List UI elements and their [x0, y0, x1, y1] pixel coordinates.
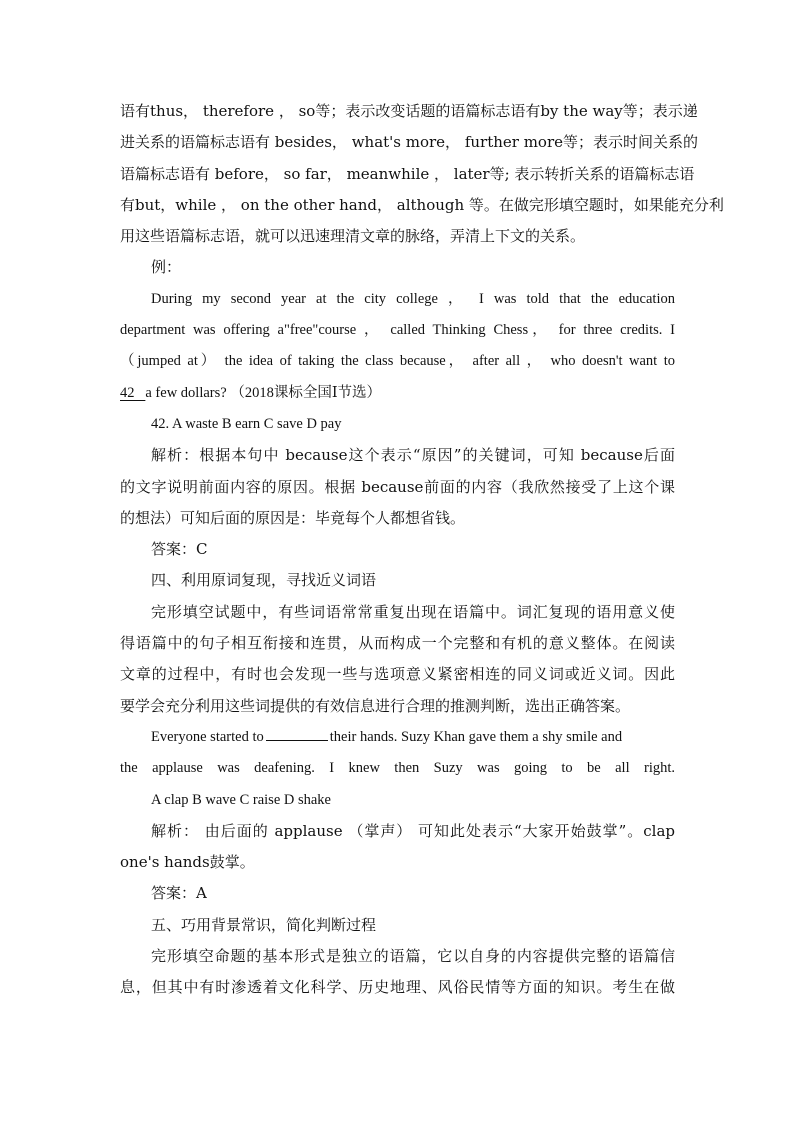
text-line: 用这些语篇标志语，就可以迅速理清文章的脉络，弄清上下文的关系。	[120, 227, 586, 246]
text-line: 完形填空命题的基本形式是独立的语篇，它以自身的内容提供完整的语篇信	[151, 947, 675, 966]
text-line: 进关系的语篇标志语有 besides， what's more， further more等；表示时间关系的	[120, 133, 699, 152]
options-line: A clap B wave C raise D shake	[151, 791, 331, 808]
text-line: 有but，while ， on the other hand， although 等。在做完形填空题时，如果能充分利	[120, 195, 724, 214]
text-line: 完形填空试题中，有些词语常常重复出现在语篇中。词汇复现的语用意义使	[151, 602, 675, 621]
passage-line: department was offering a"free"course ， called Thinking Chess， for three credits. I	[120, 322, 675, 339]
analysis-line: 的想法）可知后面的原因是：毕竟每个人都想省钱。	[120, 508, 466, 527]
answer-blank	[266, 739, 328, 741]
blank-number: 42	[120, 384, 135, 401]
answer-line: 答案：A	[151, 884, 207, 903]
passage-text: Everyone started to	[151, 728, 264, 745]
text-line: 语有thus， therefore ， so等；表示改变话题的语篇标志语有by the way等；表示递	[120, 102, 698, 120]
example-label: 例：	[151, 258, 182, 277]
passage-text: a few dollars? （2018课标全国Ⅰ节选）	[145, 384, 382, 401]
text-line: 要学会充分利用这些词提供的有效信息进行合理的推测判断，选出正确答案。	[120, 696, 631, 715]
passage-line: （jumped at） the idea of taking the class because， after all ， who doesn't want to	[120, 353, 675, 370]
document-body	[120, 96, 724, 1004]
answer-line: 答案：C	[151, 540, 208, 559]
text-line: 得语篇中的句子相互衔接和连贯，从而构成一个完整和有机的意义整体。在阅读	[120, 634, 675, 653]
text-line: 息，但其中有时渗透着文化科学、历史地理、风俗民情等方面的知识。考生在做	[120, 978, 675, 997]
text-line: 语篇标志语有 before， so far， meanwhile ， later等; 表示转折关系的语篇标志语	[120, 164, 695, 183]
passage-line: the applause was deafening. I knew then Suzy was going to be all right.	[120, 760, 675, 777]
analysis-line: 的文字说明前面内容的原因。根据 because前面的内容（我欣然接受了上这个课	[120, 477, 675, 496]
analysis-line: 解析：根据本句中 because这个表示“原因”的关键词，可知 because后面	[151, 446, 675, 465]
passage-line: During my second year at the city college ， I was told that the education	[151, 290, 675, 307]
section-heading: 五、巧用背景常识，简化判断过程	[151, 915, 377, 934]
analysis-line: 解析： 由后面的 applause （掌声） 可知此处表示“大家开始鼓掌”。clap	[151, 821, 675, 840]
blank-underline	[135, 385, 146, 401]
text-line: 文章的过程中，有时也会发现一些与选项意义紧密相连的同义词或近义词。因此	[120, 665, 675, 684]
options-line: 42. A waste B earn C save D pay	[151, 415, 342, 432]
analysis-line: one's hands鼓掌。	[120, 853, 255, 872]
passage-text: their hands. Suzy Khan gave them a shy smile and	[329, 728, 623, 745]
passage-line	[120, 722, 675, 753]
passage-line	[120, 378, 675, 409]
section-heading: 四、利用原词复现，寻找近义词语	[151, 571, 377, 590]
